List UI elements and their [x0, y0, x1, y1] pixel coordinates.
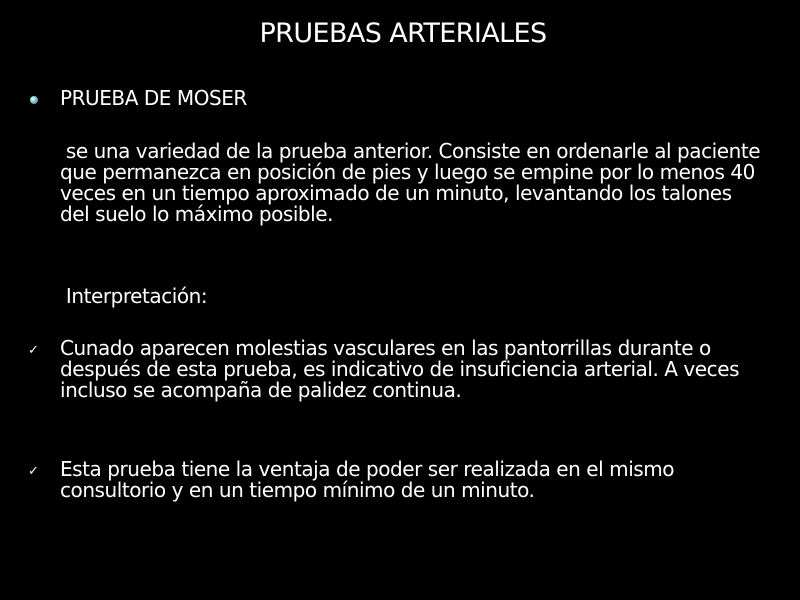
- point-line: después de esta prueba, es indicativo de insuficiencia arterial. A veces: [60, 357, 740, 381]
- checkmark-icon: ✓: [28, 464, 39, 479]
- description-paragraph: [60, 141, 780, 225]
- point-line: Esta prueba tiene la ventaja de poder ser realizada en el mismo: [60, 457, 675, 481]
- point-line: incluso se acompaña de palidez continua.: [60, 378, 462, 402]
- round-bullet-icon: [30, 96, 38, 104]
- interpretation-label: Interpretación:: [60, 284, 208, 308]
- description-line: se una variedad de la prueba anterior. Consiste en ordenarle al paciente: [60, 139, 761, 163]
- interpretation-point: [60, 459, 780, 501]
- section-heading: PRUEBA DE MOSER: [60, 86, 247, 110]
- description-line: del suelo lo máximo posible.: [60, 202, 334, 226]
- point-line: Cunado aparecen molestias vasculares en las pantorrillas durante o: [60, 336, 711, 360]
- description-line: que permanezca en posición de pies y luego se empine por lo menos 40: [60, 160, 755, 184]
- point-line: consultorio y en un tiempo mínimo de un minuto.: [60, 478, 535, 502]
- description-line: veces en un tiempo aproximado de un minuto, levantando los talones: [60, 181, 732, 205]
- interpretation-point: [60, 338, 780, 401]
- slide-title: PRUEBAS ARTERIALES: [259, 18, 547, 49]
- checkmark-icon: ✓: [28, 343, 39, 358]
